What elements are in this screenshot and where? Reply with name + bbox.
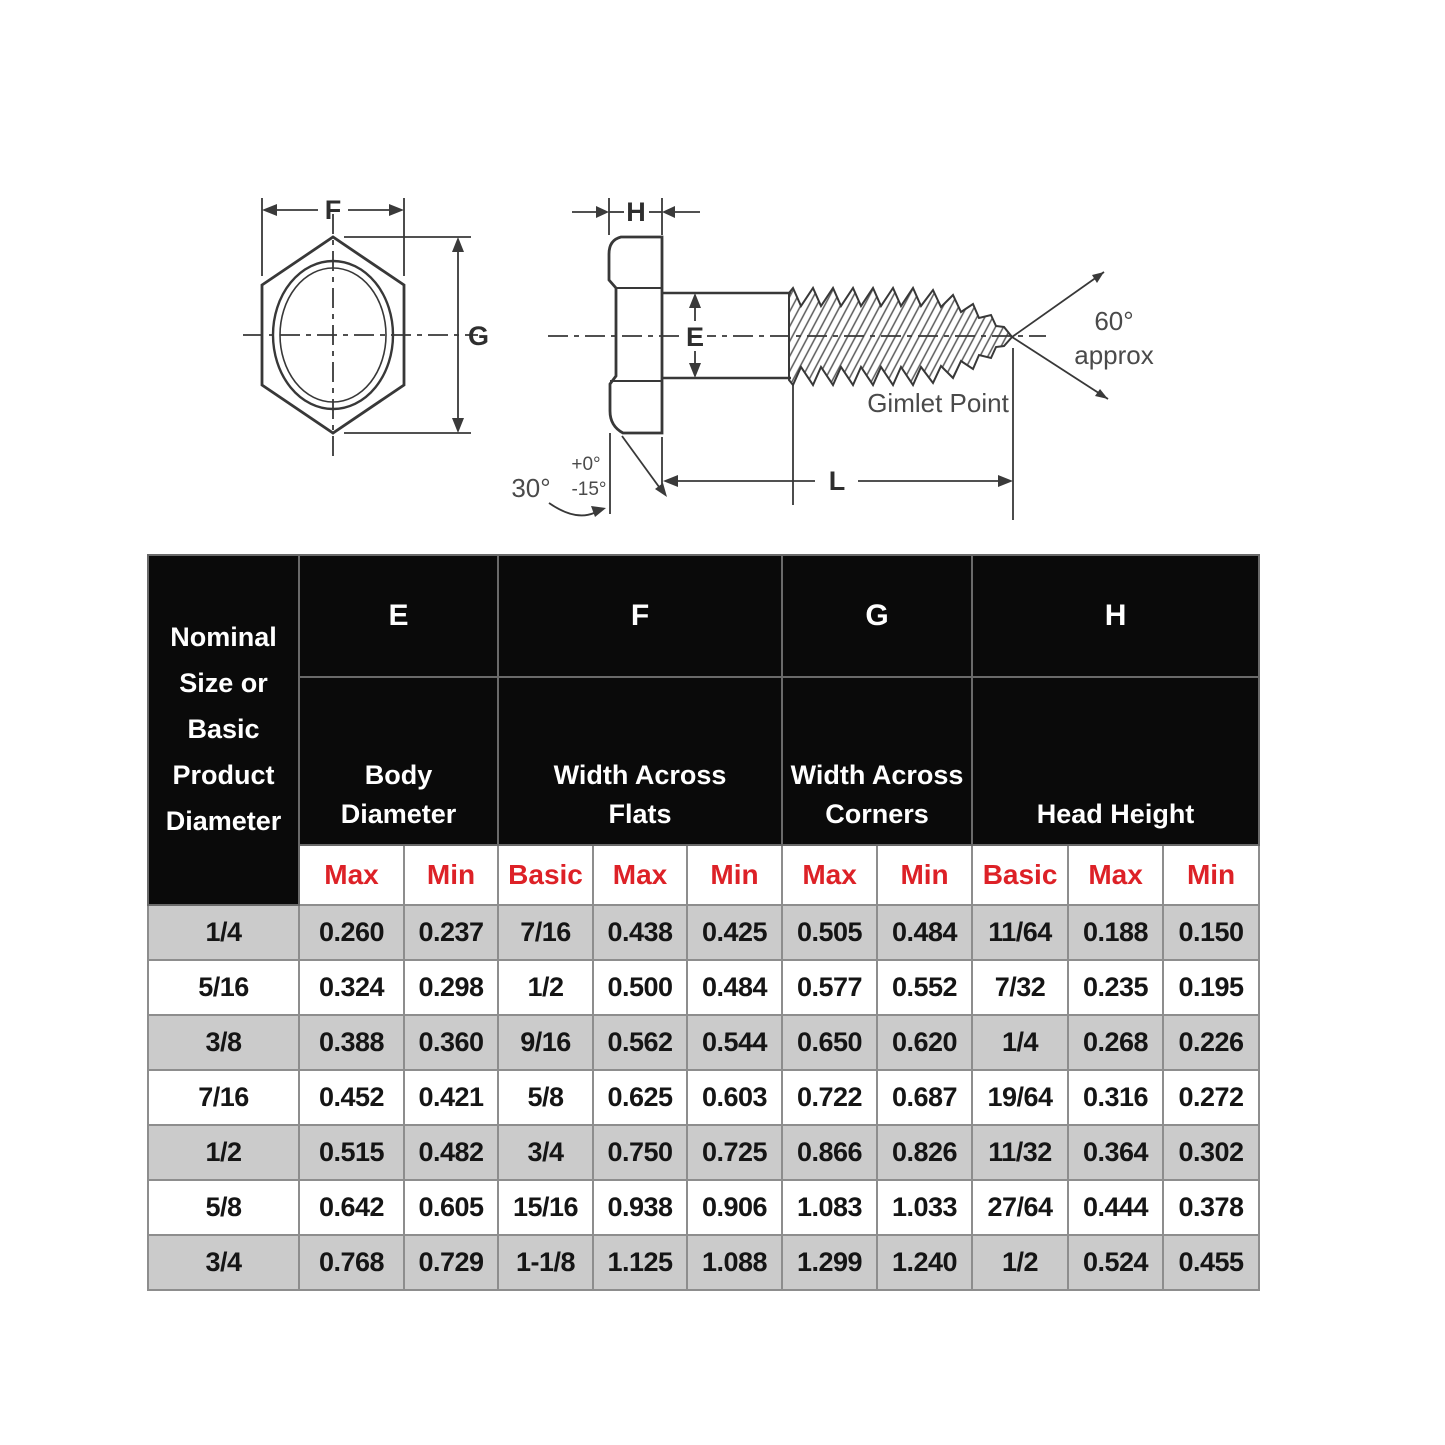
cell: 1/2: [498, 960, 593, 1015]
lag-screw-dimension-table: [147, 554, 1260, 1291]
cell: 19/64: [972, 1070, 1068, 1125]
cell: 1.240: [877, 1235, 972, 1290]
cell: 0.650: [782, 1015, 877, 1070]
cell: 9/16: [498, 1015, 593, 1070]
lag-screw-technical-drawing: [0, 0, 1445, 545]
column-letter-e: E: [299, 555, 498, 677]
group-header-text: Body Diameter: [340, 759, 457, 829]
sub-header: Max: [782, 845, 877, 905]
label-tolerance-minus: -15°: [571, 479, 607, 500]
label-h: H: [626, 197, 646, 227]
cell-size: 1/4: [148, 905, 299, 960]
group-header-text: Width Across Corners: [790, 759, 964, 829]
cell: 0.544: [687, 1015, 782, 1070]
group-header-body-diameter: [299, 677, 498, 845]
cell: 0.364: [1068, 1125, 1163, 1180]
sub-header: Max: [299, 845, 404, 905]
cell: 0.455: [1163, 1235, 1259, 1290]
cell: 0.235: [1068, 960, 1163, 1015]
cell: 0.482: [404, 1125, 498, 1180]
cell: 1/2: [972, 1235, 1068, 1290]
sub-header: Min: [404, 845, 498, 905]
cell: 0.378: [1163, 1180, 1259, 1235]
group-header-text: Width Across Flats: [553, 759, 727, 829]
cell: 0.444: [1068, 1180, 1163, 1235]
cell: 0.768: [299, 1235, 404, 1290]
sub-header: Min: [687, 845, 782, 905]
cell: 11/64: [972, 905, 1068, 960]
cell: 0.524: [1068, 1235, 1163, 1290]
cell: 0.388: [299, 1015, 404, 1070]
label-60-degree: 60°: [1094, 306, 1134, 336]
cell: 0.620: [877, 1015, 972, 1070]
label-gimlet-point: Gimlet Point: [867, 388, 1009, 418]
cell: 0.826: [877, 1125, 972, 1180]
table-row: [148, 1235, 1259, 1290]
cell: 0.260: [299, 905, 404, 960]
cell: 7/16: [498, 905, 593, 960]
corner-header-text: Nominal Size or Basic Product Diameter: [165, 622, 282, 836]
cell: 0.302: [1163, 1125, 1259, 1180]
group-header-head-height: [972, 677, 1259, 845]
group-header-width-across-corners: [782, 677, 972, 845]
sub-header: Basic: [498, 845, 593, 905]
cell: 0.603: [687, 1070, 782, 1125]
cell-size: 5/8: [148, 1180, 299, 1235]
corner-header-cell: [148, 555, 299, 905]
sub-header: Min: [877, 845, 972, 905]
cell: 1-1/8: [498, 1235, 593, 1290]
cell: 0.226: [1163, 1015, 1259, 1070]
cell: 5/8: [498, 1070, 593, 1125]
column-letter-g: G: [782, 555, 972, 677]
table-row: [148, 1125, 1259, 1180]
cell: 0.562: [593, 1015, 687, 1070]
cell: 27/64: [972, 1180, 1068, 1235]
sub-header: Max: [593, 845, 687, 905]
table-row: [148, 1015, 1259, 1070]
head-outline: [609, 237, 662, 433]
cell: 0.195: [1163, 960, 1259, 1015]
header-letter-row: [148, 555, 1259, 677]
cell-size: 1/2: [148, 1125, 299, 1180]
cell: 0.360: [404, 1015, 498, 1070]
cell: 0.906: [687, 1180, 782, 1235]
cell: 0.438: [593, 905, 687, 960]
cell: 0.552: [877, 960, 972, 1015]
cell: 0.577: [782, 960, 877, 1015]
cell: 7/32: [972, 960, 1068, 1015]
cell: 1.125: [593, 1235, 687, 1290]
table-row: [148, 1180, 1259, 1235]
header-sub-row: [148, 845, 1259, 905]
cell: 0.421: [404, 1070, 498, 1125]
cell: 1.299: [782, 1235, 877, 1290]
cell: 0.452: [299, 1070, 404, 1125]
cell: 0.272: [1163, 1070, 1259, 1125]
label-30-degree: 30°: [511, 473, 551, 503]
cell: 0.938: [593, 1180, 687, 1235]
cell: 0.268: [1068, 1015, 1163, 1070]
column-letter-h: H: [972, 555, 1259, 677]
cell: 0.605: [404, 1180, 498, 1235]
label-tolerance-plus: +0°: [571, 454, 601, 475]
label-e: E: [685, 322, 705, 352]
cell: 0.725: [687, 1125, 782, 1180]
group-header-width-across-flats: [498, 677, 782, 845]
cell: 0.298: [404, 960, 498, 1015]
cell-size: 7/16: [148, 1070, 299, 1125]
cell: 0.722: [782, 1070, 877, 1125]
header-group-row: [148, 677, 1259, 845]
label-approx: approx: [1074, 340, 1154, 370]
group-header-text: Head Height: [1036, 798, 1195, 829]
cell: 0.750: [593, 1125, 687, 1180]
lag-screw-side-view: [511, 197, 1153, 520]
cell: 11/32: [972, 1125, 1068, 1180]
cell: 1.083: [782, 1180, 877, 1235]
cell: 0.237: [404, 905, 498, 960]
cell-size: 5/16: [148, 960, 299, 1015]
cell: 0.188: [1068, 905, 1163, 960]
cell: 0.515: [299, 1125, 404, 1180]
callout-30-degree: [549, 433, 667, 517]
label-f: F: [324, 195, 342, 225]
table-row: [148, 905, 1259, 960]
sub-header: Min: [1163, 845, 1259, 905]
cell: 0.687: [877, 1070, 972, 1125]
sub-header: Basic: [972, 845, 1068, 905]
hex-head-front-view: [243, 195, 489, 456]
table-row: [148, 960, 1259, 1015]
cell: 0.500: [593, 960, 687, 1015]
cell-size: 3/4: [148, 1235, 299, 1290]
cell: 0.425: [687, 905, 782, 960]
cell: 3/4: [498, 1125, 593, 1180]
cell-size: 3/8: [148, 1015, 299, 1070]
cell: 1/4: [972, 1015, 1068, 1070]
label-l: L: [828, 466, 846, 496]
column-letter-f: F: [498, 555, 782, 677]
cell: 0.316: [1068, 1070, 1163, 1125]
label-g: G: [468, 321, 490, 351]
cell: 0.625: [593, 1070, 687, 1125]
cell: 0.150: [1163, 905, 1259, 960]
cell: 0.324: [299, 960, 404, 1015]
cell: 0.484: [687, 960, 782, 1015]
table-row: [148, 1070, 1259, 1125]
cell: 0.505: [782, 905, 877, 960]
cell: 0.484: [877, 905, 972, 960]
cell: 0.642: [299, 1180, 404, 1235]
sub-header: Max: [1068, 845, 1163, 905]
cell: 1.088: [687, 1235, 782, 1290]
cell: 1.033: [877, 1180, 972, 1235]
cell: 15/16: [498, 1180, 593, 1235]
cell: 0.729: [404, 1235, 498, 1290]
cell: 0.866: [782, 1125, 877, 1180]
